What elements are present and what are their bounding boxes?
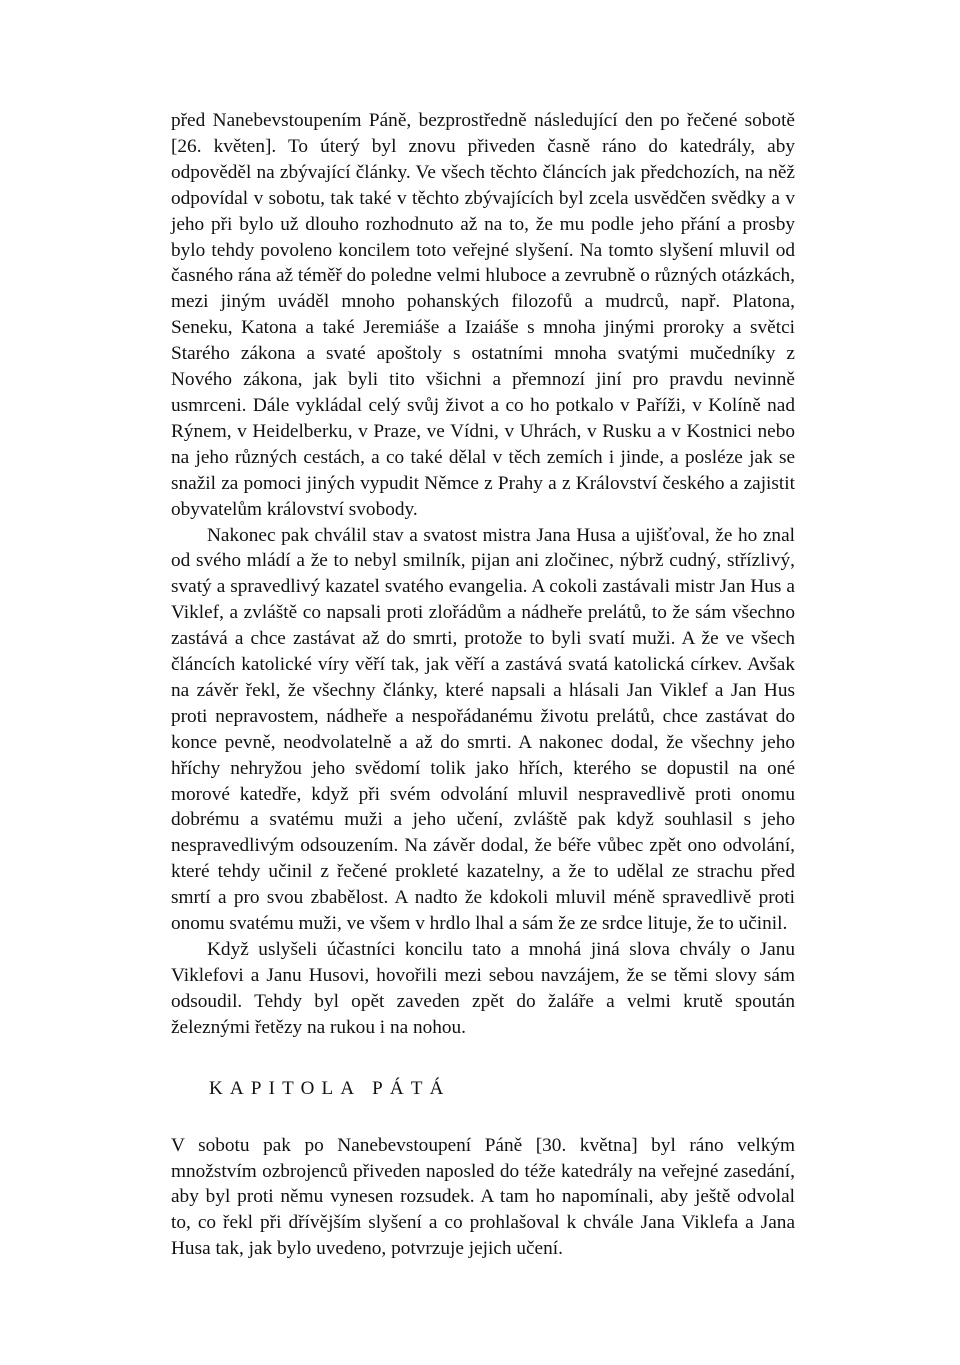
paragraph-council-reaction: Když uslyšeli účastníci koncilu tato a mnohá jiná slova chvály o Janu Viklefovi a Janu Husovi, hovořili mezi sebou navzájem, že se těmi slovy sám odsoudil. Tehdy byl opět zaveden zpět do žaláře a velmi krutě spoután železnými řetězy na rukou i na nohou. <box>171 939 795 1038</box>
book-page <box>171 108 795 1262</box>
paragraph-chapter-five-opening: V sobotu pak po Nanebevstoupení Páně [30. května] byl ráno velkým množstvím ozbrojenců přiveden naposled do téže katedrály na veřejné zasedání, aby byl proti němu vynesen rozsudek. A tam ho napomínali, aby ještě odvolal to, co řekl při dřívějším slyšení a co prohlašoval k chvále Jana Viklefa a Jana Husa tak, jak bylo uvedeno, potvrzuje jejich učení. <box>171 1134 795 1260</box>
paragraph-continued: před Nanebevstoupením Páně, bezprostředně následující den po řečené sobotě [26. květen]. To úterý byl znovu přiveden časně ráno do katedrály, aby odpověděl na zbývající články. Ve všech těchto článcích jak předchozích, na něž odpovídal v sobotu, tak také v těchto zbývajících byl zcela usvědčen svědky a v jeho při bylo už dlouho rozhodnuto až na to, že mu podle jeho přání a prosby bylo tehdy povoleno koncilem toto veřejné slyšení. Na tomto slyšení mluvil od časného rána až téměř do poledne velmi hluboce a zevrubně o různých otázkách, mezi jiným uváděl mnoho pohanských filozofů a mudrců, např. Platona, Seneku, Katona a také Jeremiáše a Izaiáše s mnoha jinými proroky a světci Starého zákona a svaté apoštoly s ostatními mnoha svatými mučedníky z Nového zákona, jak byli tito všichni a přemnozí jiní pro pravdu nevinně usmrceni. Dále vykládal celý svůj život a co ho potkalo v Paříži, v Kolíně nad Rýnem, v Heidelberku, v Praze, ve Vídni, v Uhrách, v Rusku a v Kostnici nebo na jeho různých cestách, a co také dělal v těch zemích i jinde, a posléze jak se snažil za pomoci jiných vypudit Němce z Prahy a z Království českého a zajistit obyvatelům království svobody. <box>171 110 795 520</box>
chapter-heading: KAPITOLA PÁTÁ <box>209 1077 451 1099</box>
paragraph-praise-of-hus: Nakonec pak chválil stav a svatost mistra Jana Husa a ujišťoval, že ho znal od svého mládí a že to nebyl smilník, pijan ani zločinec, nýbrž cudný, střízlivý, svatý a spravedlivý kazatel svatého evangelia. A cokoli zastávali mistr Jan Hus a Viklef, a zvláště co napsali proti zlořádům a nádheře prelátů, to že sám všechno zastává a chce zastávat až do smrti, protože to byli svatí muži. A že ve všech článcích katolické víry věří tak, jak věří a zastává svatá katolická církev. Avšak na závěr řekl, že všechny články, které napsali a hlásali Jan Viklef a Jan Hus proti nepravostem, nádheře a nespořádanému životu prelátů, chce zastávat do konce pevně, neodvolatelně a až do smrti. A nakonec dodal, že všechny jeho hříchy nehryžou jeho svědomí tolik jako hřích, kterého se dopustil na oné morové katedře, když při svém odvolání mluvil nespravedlivě proti onomu dobrému a svatému muži a jeho učení, zvláště pak když souhlasil s jeho nespravedlivým odsouzením. Na závěr dodal, že béře vůbec zpět ono odvolání, které tehdy učinil z řečené prokleté kazatelny, a že to udělal ze strachu před smrtí a pro svou zbabělost. A nadto že kdokoli mluvil méně spravedlivě proti onomu svatému muži, ve všem v hrdlo lhal a sám že ze srdce lituje, že to učinil. <box>171 524 795 935</box>
